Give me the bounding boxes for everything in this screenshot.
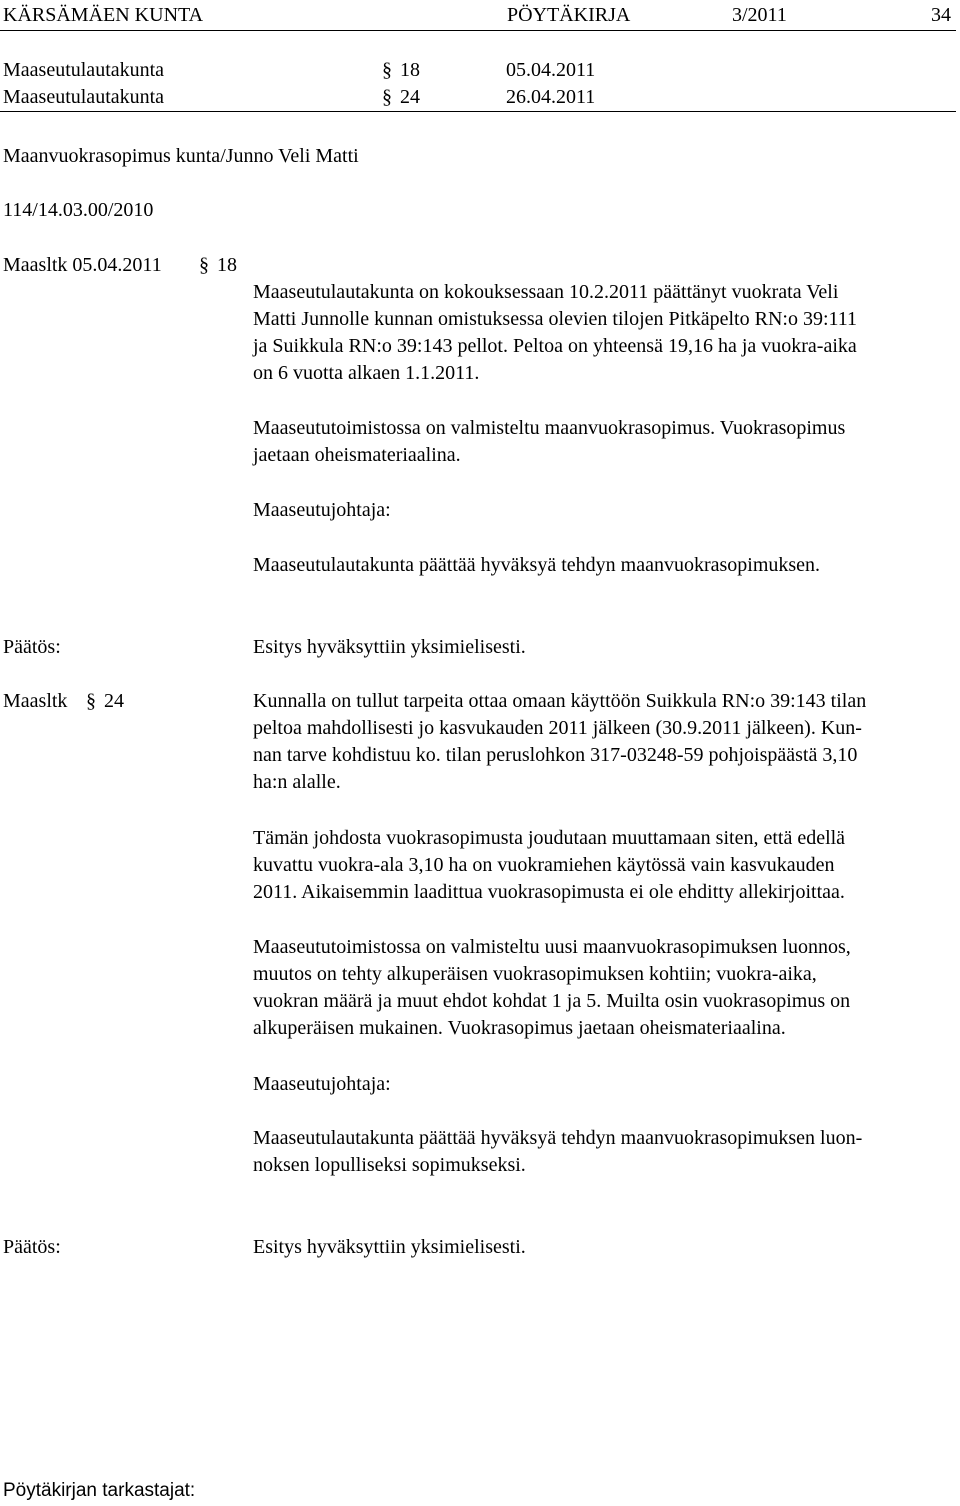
item1-paragraph2-line: Maaseututoimistossa on valmisteltu maanvuokrasopimus. Vuokrasopimus <box>253 417 846 439</box>
item2-paragraph1-line: peltoa mahdollisesti jo kasvukauden 2011 jälkeen (30.9.2011 jälkeen). Kun- <box>253 717 862 739</box>
item2-paragraph2-line: Tämän johdosta vuokrasopimusta joudutaan muuttamaan siten, että edellä <box>253 827 846 849</box>
item2-paragraph1-line: Kunnalla on tullut tarpeita ottaa omaan käyttöön Suikkula RN:o 39:143 tilan <box>253 690 867 712</box>
item1-paragraph1-line: on 6 vuotta alkaen 1.1.2011. <box>253 362 480 384</box>
header-divider <box>0 30 956 31</box>
meeting-body: Maaseutulautakunta <box>3 86 165 108</box>
section-sign-icon: § <box>382 59 392 81</box>
section-sign-icon: § <box>382 86 392 108</box>
header-municipality: KÄRSÄMÄEN KUNTA <box>3 4 204 26</box>
item2-paragraph1-line: nan tarve kohdistuu ko. tilan peruslohkon 317-03248-59 pohjoispäästä 3,10 <box>253 744 858 766</box>
item1-decision-label: Päätös: <box>3 636 61 658</box>
header-doc-type: PÖYTÄKIRJA <box>507 4 631 26</box>
item1-proposer: Maaseutujohtaja: <box>253 499 391 521</box>
subject-title: Maanvuokrasopimus kunta/Junno Veli Matti <box>3 145 359 167</box>
reference-number: 114/14.03.00/2010 <box>3 199 154 221</box>
item2-section: 24 <box>104 690 124 712</box>
item1-paragraph1-line: Matti Junnolle kunnan omistuksessa olevien tilojen Pitkäpelto RN:o 39:111 <box>253 308 858 330</box>
section-sign-icon: § <box>199 254 209 276</box>
meeting-date: 05.04.2011 <box>506 59 596 81</box>
item2-decision-label: Päätös: <box>3 1236 61 1258</box>
item1-paragraph1-line: Maaseutulautakunta on kokouksessaan 10.2.2011 päättänyt vuokrata Veli <box>253 281 839 303</box>
item2-paragraph3-line: Maaseututoimistossa on valmisteltu uusi maanvuokrasopimuksen luonnos, <box>253 936 851 958</box>
item1-proposal: Maaseutulautakunta päättää hyväksyä tehdyn maanvuokrasopimuksen. <box>253 554 821 576</box>
item2-paragraph3-line: vuokran määrä ja muut ehdot kohdat 1 ja 5. Muilta osin vuokrasopimus on <box>253 990 851 1012</box>
item2-proposal-line: noksen lopulliseksi sopimukseksi. <box>253 1154 526 1176</box>
item2-paragraph1-line: ha:n alalle. <box>253 771 341 793</box>
meeting-section: 18 <box>400 59 420 81</box>
item1-paragraph1-line: ja Suikkula RN:o 39:143 pellot. Peltoa on yhteensä 19,16 ha ja vuokra-aika <box>253 335 857 357</box>
meeting-section: 24 <box>400 86 420 108</box>
item1-label: Maasltk 05.04.2011 <box>3 254 162 276</box>
meeting-body: Maaseutulautakunta <box>3 59 165 81</box>
header-number: 3/2011 <box>732 4 787 26</box>
meeting-date: 26.04.2011 <box>506 86 596 108</box>
item2-paragraph3-line: alkuperäisen mukainen. Vuokrasopimus jaetaan oheismateriaalina. <box>253 1017 786 1039</box>
item2-paragraph2-line: kuvattu vuokra-ala 3,10 ha on vuokramiehen käytössä vain kasvukauden <box>253 854 835 876</box>
item2-paragraph3-line: muutos on tehty alkuperäisen vuokrasopimuksen kohtiin; vuokra-aika, <box>253 963 817 985</box>
item2-label: Maasltk <box>3 690 68 712</box>
header-page-number: 34 <box>931 4 951 26</box>
item2-decision: Esitys hyväksyttiin yksimielisesti. <box>253 1236 526 1258</box>
item2-paragraph2-line: 2011. Aikaisemmin laadittua vuokrasopimusta ei ole ehditty allekirjoittaa. <box>253 881 845 903</box>
meetings-divider <box>0 111 956 112</box>
item1-decision: Esitys hyväksyttiin yksimielisesti. <box>253 636 526 658</box>
item2-proposer: Maaseutujohtaja: <box>253 1073 391 1095</box>
item1-section: 18 <box>217 254 237 276</box>
footer-inspectors-label: Pöytäkirjan tarkastajat: <box>3 1480 196 1501</box>
item2-proposal-line: Maaseutulautakunta päättää hyväksyä tehdyn maanvuokrasopimuksen luon- <box>253 1127 863 1149</box>
section-sign-icon: § <box>86 690 96 712</box>
item1-paragraph2-line: jaetaan oheismateriaalina. <box>253 444 461 466</box>
